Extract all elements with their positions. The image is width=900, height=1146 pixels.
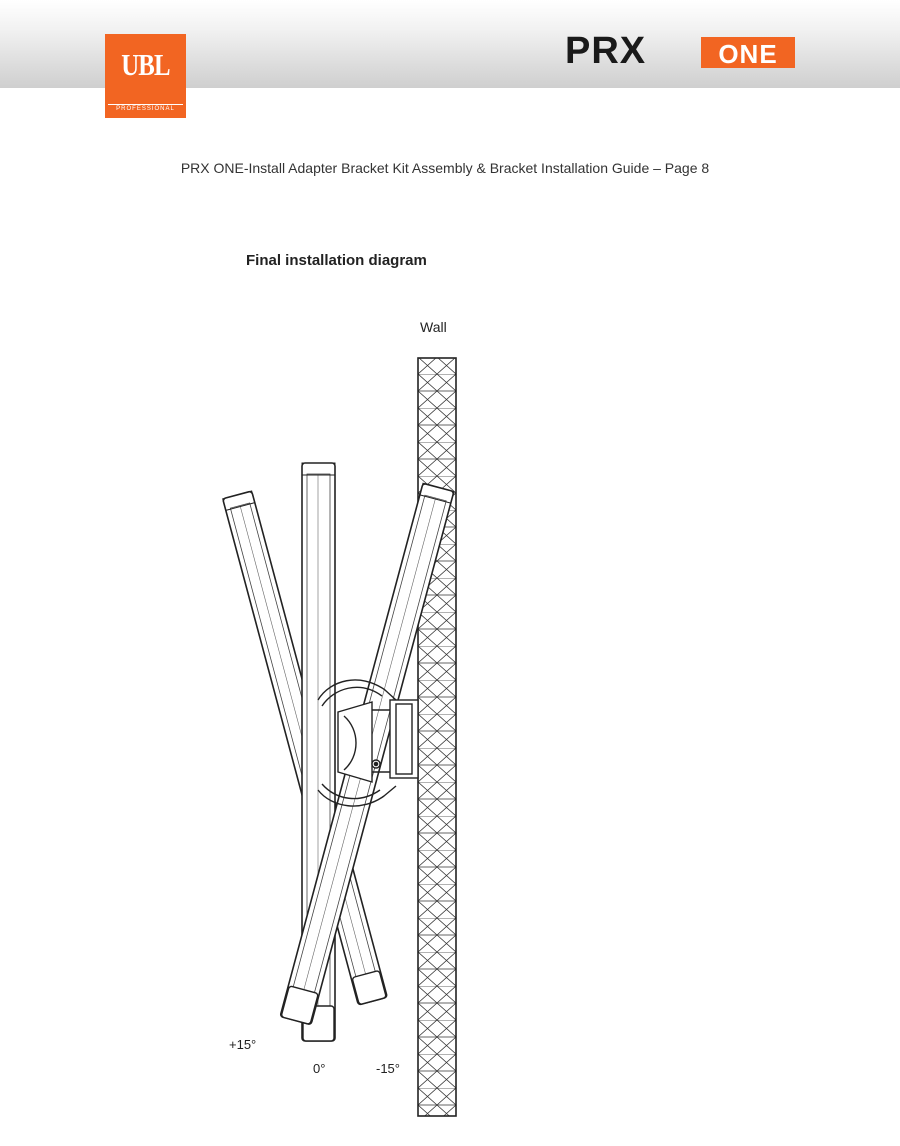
one-wordmark: ONE [718,39,778,69]
wall [418,358,456,1116]
angle-label-plus-15: +15° [229,1037,257,1052]
wall-label: Wall [420,319,447,335]
angle-label-minus-15: -15° [376,1061,400,1076]
jbl-wordmark: UBL [121,47,170,82]
prx-wordmark: PRX [565,30,647,72]
section-title: Final installation diagram [246,252,427,269]
angle-label-zero: 0° [313,1061,326,1076]
jbl-subtext: PROFESSIONAL [116,106,175,112]
page-title: PRX ONE-Install Adapter Bracket Kit Assembly & Bracket Installation Guide – Page 8 [180,160,710,176]
